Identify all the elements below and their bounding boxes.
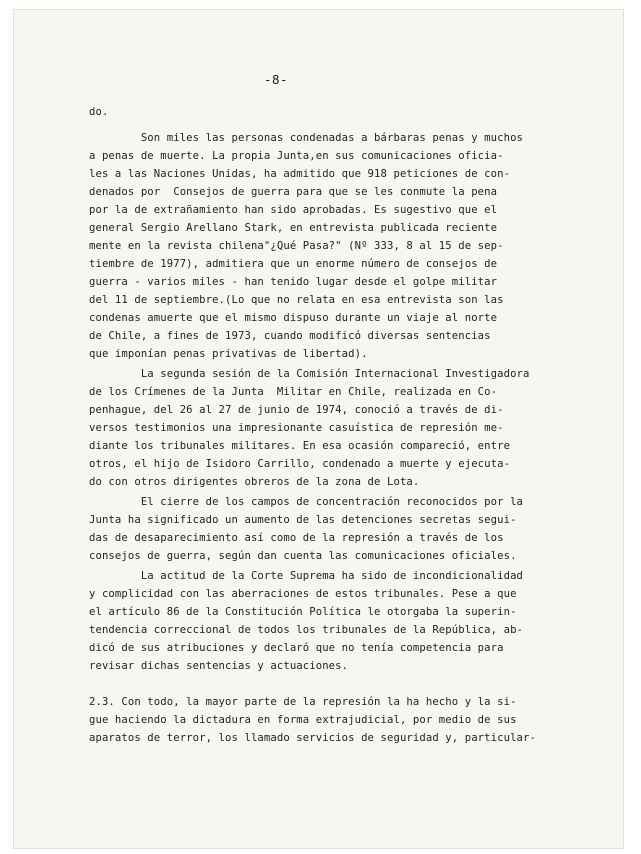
text-line: condenas amuerte que el mismo dispuso durante un viaje al norte (89, 312, 498, 324)
text-line: Junta ha significado un aumento de las detenciones secretas segui- (89, 514, 517, 526)
text-line: das de desaparecimiento así como de la represión a través de los (89, 532, 504, 544)
text-line: general Sergio Arellano Stark, en entrevista publicada reciente (89, 222, 498, 234)
text-line: que imponían penas privativas de libertad). (89, 348, 368, 360)
text-line: do con otros dirigentes obreros de la zona de Lota. (89, 476, 420, 488)
text-line: tendencia correccional de todos los tribunales de la República, ab- (89, 624, 524, 636)
text-line: do. (89, 106, 109, 118)
page-number: -8- (264, 72, 289, 87)
text-line: de los Crímenes de la Junta Militar en Chile, realizada en Co- (89, 386, 498, 398)
text-line: el artículo 86 de la Constitución Política le otorgaba la superin- (89, 606, 517, 618)
text-line: Son miles las personas condenadas a bárbaras penas y muchos (89, 132, 524, 144)
text-line: versos testimonios una impresionante casuística de represión me- (89, 422, 504, 434)
text-line: consejos de guerra, según dan cuenta las comunicaciones oficiales. (89, 550, 517, 562)
text-line: La actitud de la Corte Suprema ha sido de incondicionalidad (89, 570, 524, 582)
text-line: y complicidad con las aberraciones de estos tribunales. Pese a que (89, 588, 517, 600)
text-line: penhague, del 26 al 27 de junio de 1974, conoció a través de di- (89, 404, 504, 416)
text-line: El cierre de los campos de concentración reconocidos por la (89, 496, 524, 508)
text-line: a penas de muerte. La propia Junta,en sus comunicaciones oficia- (89, 150, 504, 162)
text-line: gue haciendo la dictadura en forma extrajudicial, por medio de sus (89, 714, 517, 726)
text-line: les a las Naciones Unidas, ha admitido que 918 peticiones de con- (89, 168, 511, 180)
text-line: 2.3. Con todo, la mayor parte de la represión la ha hecho y la si- (89, 696, 517, 708)
text-line: del 11 de septiembre.(Lo que no relata en esa entrevista son las (89, 294, 504, 306)
text-line: revisar dichas sentencias y actuaciones. (89, 660, 349, 672)
text-line: tiembre de 1977), admitiera que un enorme número de consejos de (89, 258, 498, 270)
text-line: denados por Consejos de guerra para que se les conmute la pena (89, 186, 498, 198)
text-line: mente en la revista chilena"¿Qué Pasa?" (Nº 333, 8 al 15 de sep- (89, 240, 504, 252)
text-line: guerra - varios miles - han tenido lugar desde el golpe militar (89, 276, 498, 288)
text-line: diante los tribunales militares. En esa ocasión compareció, entre (89, 440, 511, 452)
text-line: dicó de sus atribuciones y declaró que no tenía competencia para (89, 642, 504, 654)
text-line: por la de extrañamiento han sido aprobadas. Es sugestivo que el (89, 204, 498, 216)
document-page (14, 10, 623, 848)
text-line: La segunda sesión de la Comisión Internacional Investigadora (89, 368, 530, 380)
text-line: otros, el hijo de Isidoro Carrillo, condenado a muerte y ejecuta- (89, 458, 511, 470)
text-line: aparatos de terror, los llamado servicios de seguridad y, particular- (89, 732, 536, 744)
text-line: de Chile, a fines de 1973, cuando modificó diversas sentencias (89, 330, 491, 342)
